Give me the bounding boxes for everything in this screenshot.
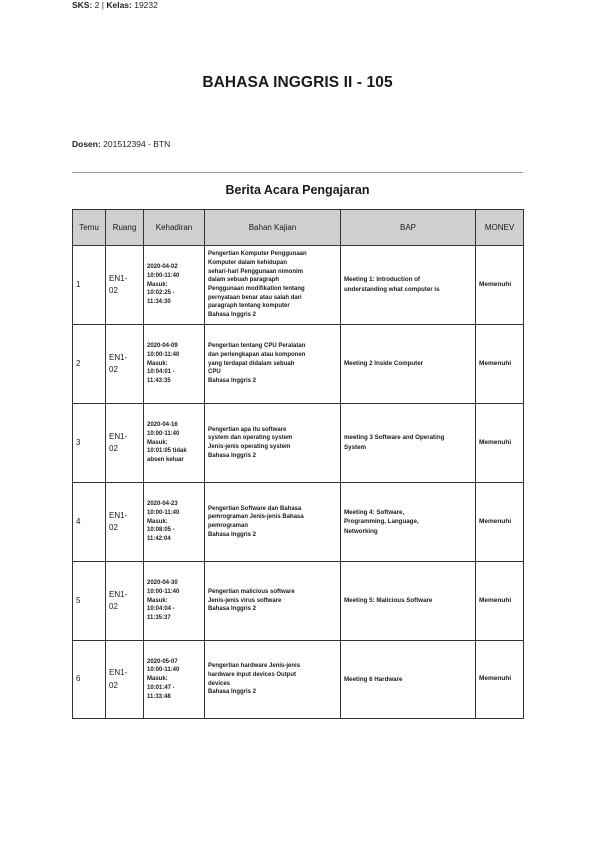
- table-row: [73, 404, 524, 483]
- cell-monev: Memenuhi: [476, 641, 524, 719]
- table-row: [73, 483, 524, 562]
- course-meta-line: [72, 0, 158, 10]
- cell-bap: meeting 3 Software and Operating System: [341, 404, 476, 483]
- cell-ruang: EN1- 02: [106, 641, 144, 719]
- dosen-label: Dosen:: [72, 139, 101, 149]
- kelas-value: 19232: [131, 0, 158, 10]
- header-monev: MONEV: [476, 210, 524, 246]
- cell-bap: Meeting 2 Inside Computer: [341, 325, 476, 404]
- cell-monev: Memenuhi: [476, 404, 524, 483]
- cell-temu: 3: [73, 404, 106, 483]
- cell-bahan-kajian: Pengertian Software dan Bahasa pemrograman Jenis-jenis Bahasa pemrograman Bahasa Inggris 2: [205, 483, 341, 562]
- cell-ruang: EN1- 02: [106, 325, 144, 404]
- table-header-row: [73, 210, 524, 246]
- cell-ruang: EN1- 02: [106, 246, 144, 325]
- cell-kehadiran: 2020-04-02 10:00-11:40 Masuk: 10:02:25 - 11:34:30: [144, 246, 205, 325]
- table-row: [73, 246, 524, 325]
- header-bahan-kajian: Bahan Kajian: [205, 210, 341, 246]
- cell-ruang: EN1- 02: [106, 562, 144, 641]
- cell-bap: Meeting 6 Hardware: [341, 641, 476, 719]
- dosen-value: 201512394 - BTN: [100, 139, 171, 149]
- cell-monev: Memenuhi: [476, 325, 524, 404]
- section-divider: [72, 172, 523, 173]
- cell-ruang: EN1- 02: [106, 404, 144, 483]
- cell-kehadiran: 2020-04-09 10:00-11:40 Masuk: 10:04:01 - 11:43:35: [144, 325, 205, 404]
- lecturer-line: [72, 139, 170, 149]
- kelas-label: Kelas:: [106, 0, 132, 10]
- cell-bahan-kajian: Pengertian Komputer Penggunaan Komputer dalam kehidupan sehari-hari Penggunaan nimonim dalam sebuah paragraph Penggunaan modifikation tentang pernyataan benar atau salah dari paragraph tentang komputer Bahasa Inggris 2: [205, 246, 341, 325]
- header-ruang: Ruang: [106, 210, 144, 246]
- cell-monev: Memenuhi: [476, 562, 524, 641]
- cell-bahan-kajian: Pengertian apa itu software system dan operating system Jenis-jenis operating system Bahasa Inggris 2: [205, 404, 341, 483]
- cell-bahan-kajian: Pengertian tentang CPU Peralatan dan perlengkapan atau komponen yang terdapat didalam sebuah CPU Bahasa Inggris 2: [205, 325, 341, 404]
- cell-kehadiran: 2020-04-30 10:00-11:40 Masuk: 10:04:04 - 11:35:37: [144, 562, 205, 641]
- cell-temu: 5: [73, 562, 106, 641]
- cell-bap: Meeting 4: Software, Programming, Language, Networking: [341, 483, 476, 562]
- table-row: [73, 325, 524, 404]
- cell-monev: Memenuhi: [476, 483, 524, 562]
- cell-bap: Meeting 1: Introduction of understanding what computer is: [341, 246, 476, 325]
- header-temu: Temu: [73, 210, 106, 246]
- cell-bahan-kajian: Pengertian hardware Jenis-jenis hardware Input devices Output devices Bahasa Inggris 2: [205, 641, 341, 719]
- course-title: BAHASA INGGRIS II - 105: [202, 74, 393, 91]
- cell-kehadiran: 2020-05-07 10:00-11:40 Masuk: 10:01:47 - 11:33:48: [144, 641, 205, 719]
- cell-kehadiran: 2020-04-16 10:00-11:40 Masuk: 10:01:05 tidak absen keluar: [144, 404, 205, 483]
- cell-ruang: EN1- 02: [106, 483, 144, 562]
- bap-table: [72, 209, 524, 719]
- table-row: [73, 641, 524, 719]
- cell-temu: 6: [73, 641, 106, 719]
- sks-value: 2 |: [92, 0, 107, 10]
- cell-bap: Meeting 5: Malicious Software: [341, 562, 476, 641]
- sks-label: SKS:: [72, 0, 93, 10]
- cell-temu: 2: [73, 325, 106, 404]
- cell-kehadiran: 2020-04-23 10:00-11:40 Masuk: 10:08:05 - 11:42:04: [144, 483, 205, 562]
- cell-monev: Memenuhi: [476, 246, 524, 325]
- cell-bahan-kajian: Pengertian malicious software Jenis-jenis virus software Bahasa Inggris 2: [205, 562, 341, 641]
- header-kehadiran: Kehadiran: [144, 210, 205, 246]
- cell-temu: 1: [73, 246, 106, 325]
- section-title: Berita Acara Pengajaran: [225, 183, 370, 197]
- cell-temu: 4: [73, 483, 106, 562]
- header-bap: BAP: [341, 210, 476, 246]
- table-row: [73, 562, 524, 641]
